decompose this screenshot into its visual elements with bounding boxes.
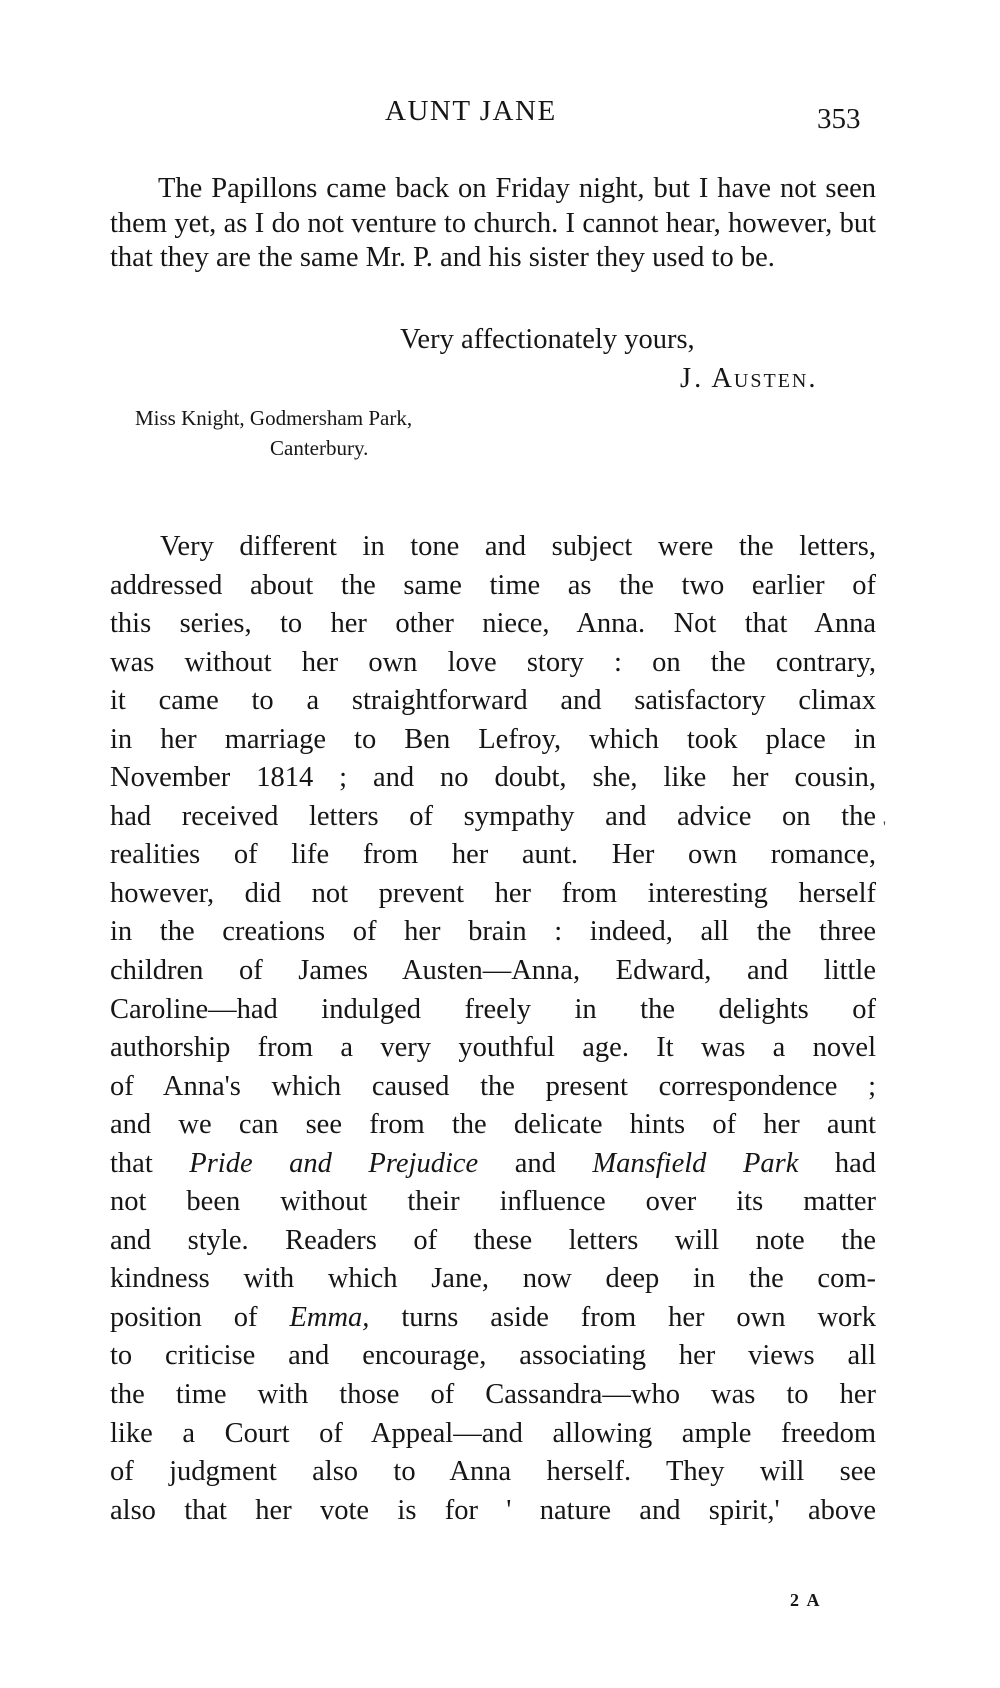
body-line: kindness with which Jane, now deep in the com- [110, 1263, 876, 1295]
book-title-mansfield-park: Mansfield Park [592, 1147, 799, 1179]
body-line: this series, to her other niece, Anna. Not that Anna [110, 608, 876, 640]
body-line: of Anna's which caused the present correspondence ; [110, 1070, 876, 1102]
body-line: in the creations of her brain : indeed, all the three [110, 916, 876, 948]
running-title: AUNT JANE [385, 95, 557, 127]
body-line: like a Court of Appeal—and allowing ample freedom [110, 1417, 876, 1449]
body-line: children of James Austen—Anna, Edward, and little [110, 955, 876, 987]
body-line [110, 1145, 876, 1184]
body-text: had [834, 1147, 877, 1179]
address-line-1: Miss Knight, Godmersham Park, [135, 406, 413, 430]
body-paragraph [110, 528, 876, 1530]
body-line: was without her own love story : on the contrary, [110, 646, 876, 678]
body-line: it came to a straightforward and satisfactory climax [110, 685, 876, 717]
body-line: realities of life from her aunt. Her own romance, [110, 839, 876, 871]
letter-paragraph: The Papillons came back on Friday night, but I have not seen them yet, as I do not venture to church. I cannot hear, however, but that they are the same Mr. P. and his sister they used to be. [110, 173, 876, 273]
body-line: authorship from a very youthful age. It was a novel [110, 1032, 876, 1064]
signature-name: Austen. [711, 363, 818, 394]
body-line: in her marriage to Ben Lefroy, which took place in [110, 723, 876, 755]
body-text: position of [110, 1301, 258, 1333]
address-line-2: Canterbury. [270, 436, 369, 460]
body-line: Caroline—had indulged freely in the delights of [110, 993, 876, 1025]
running-header [0, 94, 1000, 138]
body-line: and style. Readers of these letters will note the [110, 1224, 876, 1256]
body-line [110, 1299, 876, 1338]
book-title-emma: Emma, [289, 1301, 370, 1333]
body-text: turns aside from her own work [401, 1301, 877, 1333]
body-line: addressed about the same time as the two earlier of [110, 569, 876, 601]
body-line: also that her vote is for ' nature and spirit,' above [110, 1494, 876, 1526]
body-line: of judgment also to Anna herself. They will see [110, 1456, 876, 1488]
body-text: that [110, 1147, 153, 1179]
body-line: and we can see from the delicate hints of her aunt [110, 1109, 876, 1141]
body-line: had received letters of sympathy and advice on the [110, 800, 876, 832]
page-number: 353 [817, 103, 861, 135]
signature-initial: J. [680, 363, 705, 394]
letter-closing: Very affectionately yours, [400, 324, 695, 355]
letter-signature [680, 362, 818, 396]
body-line: Very different in tone and subject were the letters, [160, 531, 876, 562]
body-line: the time with those of Cassandra—who was to her [110, 1379, 876, 1411]
body-line: November 1814 ; and no doubt, she, like her cousin, [110, 762, 876, 794]
margin-mark: ' [883, 819, 886, 836]
body-text: and [514, 1147, 556, 1179]
body-line: to criticise and encourage, associating her views all [110, 1340, 876, 1372]
printer-signature-mark: 2 A [790, 1590, 822, 1610]
body-line: not been without their influence over its matter [110, 1186, 876, 1218]
body-line: however, did not prevent her from interesting herself [110, 877, 876, 909]
book-title-pride-and-prejudice: Pride and Prejudice [189, 1147, 479, 1179]
